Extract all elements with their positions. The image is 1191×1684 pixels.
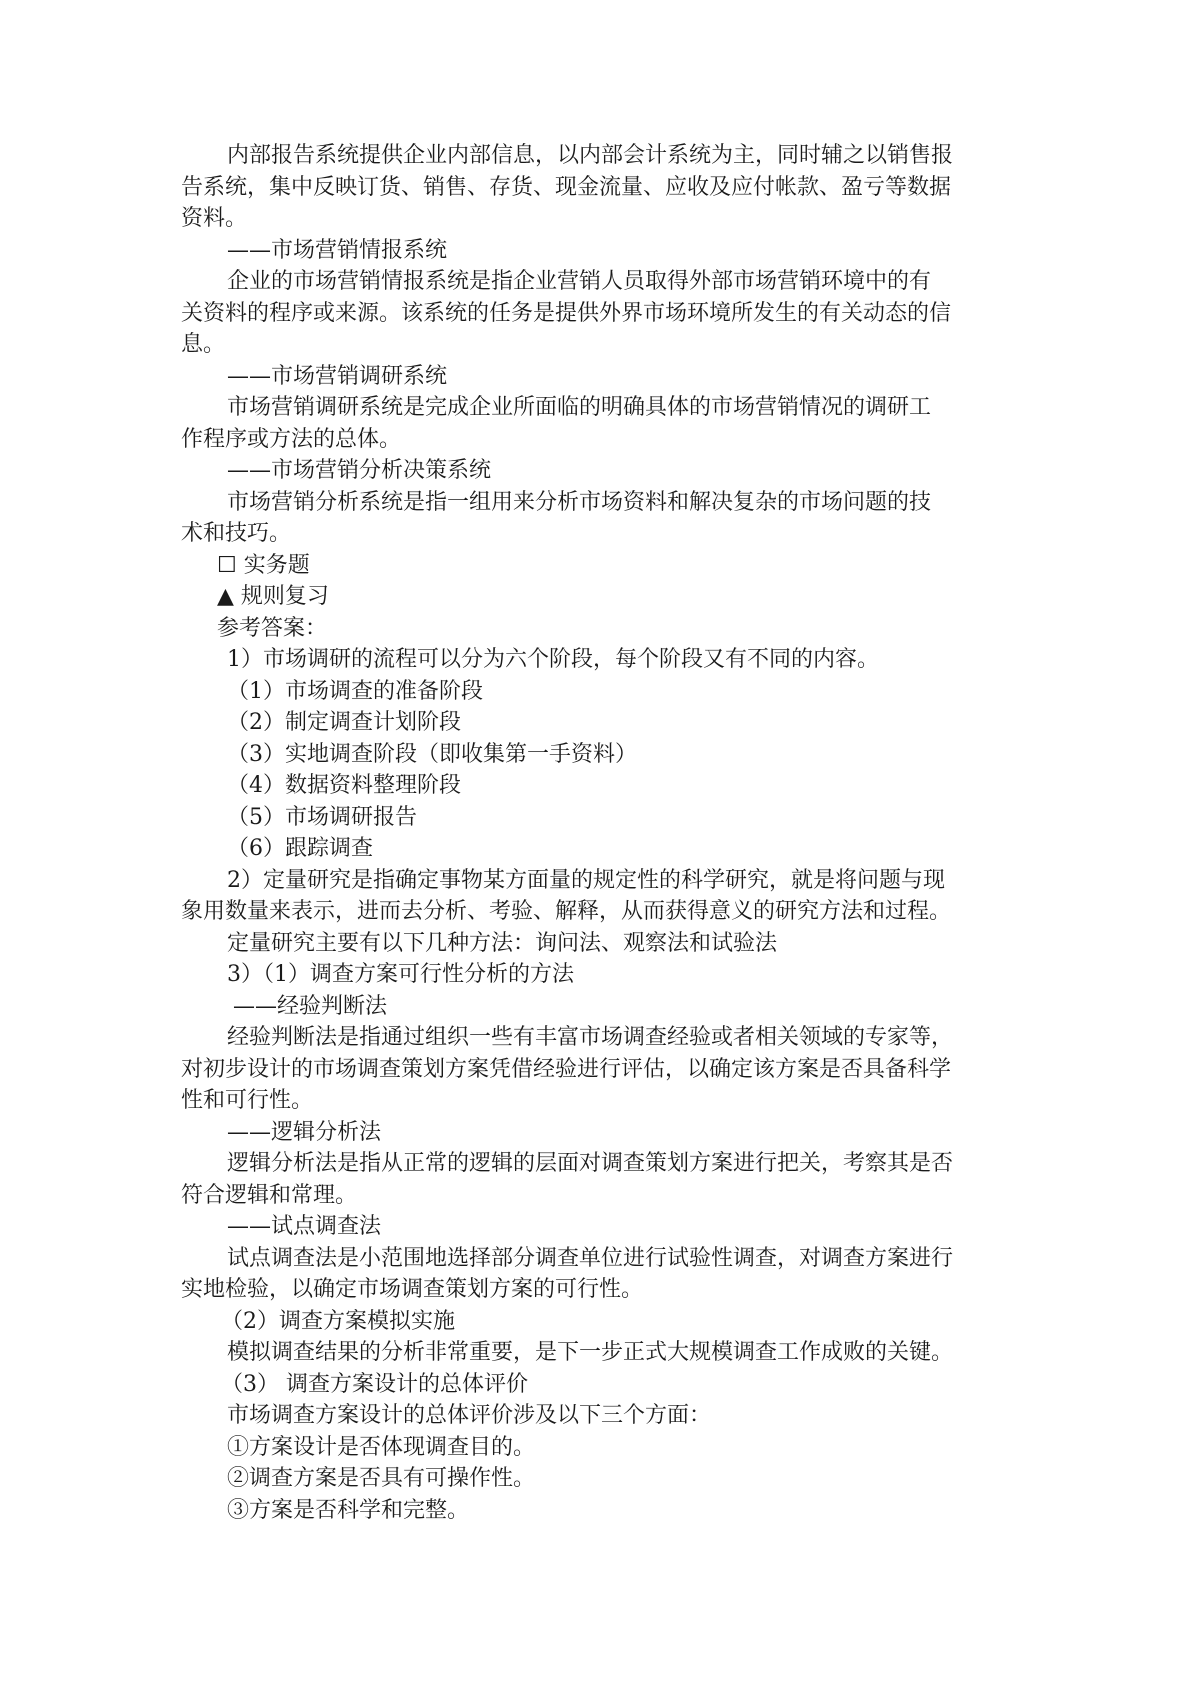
list-item: （2）制定调查计划阶段: [227, 710, 461, 735]
paragraph-line: 模拟调查结果的分析非常重要，是下一步正式大规模调查工作成败的关键。: [227, 1340, 954, 1365]
paragraph-line: 市场营销调研系统是完成企业所面临的明确具体的市场营销情况的调研工: [227, 395, 932, 420]
answer-heading: 参考答案：: [217, 615, 328, 641]
section-heading: ——经验判断法: [233, 993, 388, 1019]
section-heading: ——逻辑分析法: [227, 1119, 382, 1145]
paragraph-line: 象用数量来表示，进而去分析、考验、解释，从而获得意义的研究方法和过程。: [181, 899, 952, 924]
paragraph-line: 资料。: [181, 206, 248, 231]
list-item: （3） 调查方案设计的总体评价: [221, 1371, 528, 1397]
paragraph-line: 试点调查法是小范围地选择部分调查单位进行试验性调查，对调查方案进行: [227, 1245, 954, 1271]
paragraph-line: 息。: [181, 332, 226, 357]
review-heading: ▲ 规则复习: [217, 584, 329, 609]
paragraph-line: 定量研究主要有以下几种方法：询问法、观察法和试验法: [227, 930, 778, 956]
list-item: ①方案设计是否体现调查目的。: [227, 1434, 536, 1460]
document-body: [181, 140, 1019, 1526]
paragraph-line: 经验判断法是指通过组织一些有丰富市场调查经验或者相关领域的专家等，: [227, 1025, 954, 1050]
list-item: （6）跟踪调查: [227, 836, 373, 861]
answer-item: 2）定量研究是指确定事物某方面量的规定性的科学研究，就是将问题与现: [227, 867, 945, 893]
paragraph-line: 术和技巧。: [181, 521, 292, 546]
list-item: （1）市场调查的准备阶段: [227, 678, 483, 704]
list-item: （2）调查方案模拟实施: [221, 1308, 455, 1334]
section-heading: ——试点调查法: [227, 1214, 382, 1239]
paragraph-line: 逻辑分析法是指从正常的逻辑的层面对调查策划方案进行把关，考察其是否: [227, 1151, 954, 1176]
paragraph-line: 市场调查方案设计的总体评价涉及以下三个方面：: [227, 1403, 712, 1428]
list-item: ②调查方案是否具有可操作性。: [227, 1466, 536, 1491]
paragraph-line: 告系统，集中反映订货、销售、存货、现金流量、应收及应付帐款、盈亏等数据: [181, 174, 952, 200]
answer-item: 3）（1）调查方案可行性分析的方法: [227, 962, 574, 987]
paragraph-line: 符合逻辑和常理。: [181, 1182, 358, 1208]
section-heading: ——市场营销情报系统: [227, 237, 448, 263]
list-item: （3）实地调查阶段（即收集第一手资料）: [227, 741, 637, 767]
paragraph-line: 实地检验，以确定市场调查策划方案的可行性。: [181, 1277, 644, 1302]
paragraph-line: 性和可行性。: [181, 1088, 314, 1113]
paragraph-line: 作程序或方法的总体。: [181, 426, 402, 452]
answer-item: 1）市场调研的流程可以分为六个阶段，每个阶段又有不同的内容。: [227, 647, 879, 672]
paragraph-line: 企业的市场营销情报系统是指企业营销人员取得外部市场营销环境中的有: [227, 269, 932, 294]
paragraph-line: 市场营销分析系统是指一组用来分析市场资料和解决复杂的市场问题的技: [227, 489, 932, 515]
list-item: （5）市场调研报告: [227, 804, 417, 830]
section-heading: ——市场营销调研系统: [227, 363, 448, 389]
section-heading: ——市场营销分析决策系统: [227, 458, 492, 483]
list-item: ③方案是否科学和完整。: [227, 1497, 470, 1523]
paragraph-line: 关资料的程序或来源。该系统的任务是提供外界市场环境所发生的有关动态的信: [181, 300, 952, 326]
list-item: （4）数据资料整理阶段: [227, 773, 461, 798]
paragraph-line: 内部报告系统提供企业内部信息，以内部会计系统为主，同时辅之以销售报: [227, 143, 954, 168]
paragraph-line: 对初步设计的市场调查策划方案凭借经验进行评估，以确定该方案是否具备科学: [181, 1056, 952, 1082]
practice-heading: ☐ 实务题: [217, 552, 310, 578]
